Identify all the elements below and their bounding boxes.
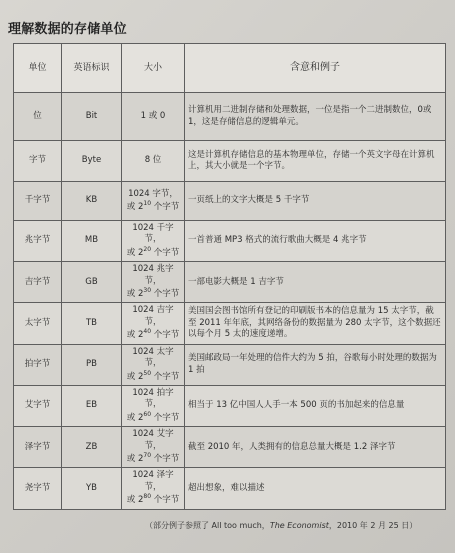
table-row bbox=[14, 468, 446, 509]
unit-description: 一页纸上的文字大概是 5 千字节 bbox=[185, 182, 446, 221]
unit-description: 截至 2010 年，人类拥有的信息总量大概是 1.2 泽字节 bbox=[185, 427, 446, 468]
footnote-prefix: （部分例子参照了 All too much， bbox=[145, 521, 270, 530]
size-power-exponent: 10 bbox=[143, 200, 152, 208]
unit-abbr: ZB bbox=[62, 427, 122, 468]
size-power-exponent: 60 bbox=[143, 410, 152, 418]
unit-abbr: Bit bbox=[62, 93, 122, 141]
unit-size bbox=[122, 468, 185, 509]
unit-name: 泽字节 bbox=[14, 427, 62, 468]
unit-abbr: TB bbox=[62, 303, 122, 344]
unit-abbr: KB bbox=[62, 182, 122, 221]
table-row bbox=[14, 303, 446, 344]
header-size: 大小 bbox=[122, 44, 185, 93]
size-power-exponent: 20 bbox=[143, 245, 152, 253]
unit-name: 千字节 bbox=[14, 182, 62, 221]
header-abbr: 英语标识 bbox=[62, 44, 122, 93]
table-row bbox=[14, 221, 446, 262]
size-power-base: 或 2 bbox=[126, 247, 144, 258]
size-power-suffix: 个字节 bbox=[151, 412, 180, 423]
table-title: 理解数据的存储单位 bbox=[8, 22, 127, 37]
size-power-base: 或 2 bbox=[126, 330, 144, 341]
size-power-base: 或 2 bbox=[126, 371, 144, 382]
size-line1: 1024 兆字节， bbox=[132, 264, 174, 286]
unit-size bbox=[122, 141, 185, 182]
unit-description: 计算机用二进制存储和处理数据，一位是指一个二进制数位，0或1，这是存储信息的逻辑单元。 bbox=[185, 93, 446, 141]
unit-name: 艾字节 bbox=[14, 385, 62, 426]
unit-size bbox=[122, 262, 185, 303]
header-meaning: 含意和例子 bbox=[185, 44, 446, 93]
size-line1: 1024 拍字节， bbox=[132, 387, 174, 410]
unit-abbr: PB bbox=[62, 344, 122, 385]
unit-name: 吉字节 bbox=[14, 262, 62, 303]
size-power-suffix: 个字节 bbox=[151, 371, 180, 382]
size-line1: 1024 艾字节， bbox=[132, 429, 174, 451]
unit-description: 一首普通 MP3 格式的流行歌曲大概是 4 兆字节 bbox=[185, 221, 446, 262]
header-unit: 单位 bbox=[14, 44, 62, 93]
size-power-base: 或 2 bbox=[126, 412, 144, 423]
size-power-suffix: 个字节 bbox=[151, 247, 180, 258]
table-row bbox=[14, 93, 446, 141]
size-power-base: 或 2 bbox=[126, 495, 144, 506]
size-line1: 1 或 0 bbox=[140, 110, 166, 121]
size-power-base: 或 2 bbox=[126, 289, 144, 299]
unit-description: 超出想象，难以描述 bbox=[185, 468, 446, 509]
footnote bbox=[145, 520, 417, 531]
unit-abbr: GB bbox=[62, 262, 122, 303]
unit-name: 太字节 bbox=[14, 303, 62, 344]
table-row bbox=[14, 427, 446, 468]
unit-abbr: Byte bbox=[62, 141, 122, 182]
unit-size bbox=[122, 182, 185, 221]
size-power-suffix: 个字节 bbox=[151, 330, 180, 341]
size-power-exponent: 70 bbox=[143, 452, 152, 460]
size-power-suffix: 个字节 bbox=[151, 289, 180, 299]
header-row bbox=[14, 44, 446, 93]
unit-size bbox=[122, 427, 185, 468]
unit-description: 美国国会图书馆所有登记的印刷版书本的信息量为 15 太字节，截至 2011 年年底，其网络备份的数据量为 280 太字节，这个数据还以每个月 5 太的速度递增。 bbox=[185, 303, 446, 344]
unit-abbr: MB bbox=[62, 221, 122, 262]
size-power-exponent: 40 bbox=[143, 328, 152, 336]
size-line1: 1024 太字节， bbox=[132, 346, 174, 369]
size-power-suffix: 个字节 bbox=[151, 453, 180, 464]
unit-size bbox=[122, 93, 185, 141]
table-row bbox=[14, 182, 446, 221]
size-power-base: 或 2 bbox=[126, 201, 144, 212]
footnote-source: The Economist bbox=[269, 521, 329, 530]
size-power-exponent: 80 bbox=[143, 493, 152, 501]
storage-units-table bbox=[13, 43, 446, 510]
unit-name: 字节 bbox=[14, 141, 62, 182]
size-line1: 1024 千字节， bbox=[132, 223, 174, 245]
unit-size bbox=[122, 385, 185, 426]
size-power-suffix: 个字节 bbox=[151, 201, 180, 212]
size-power-base: 或 2 bbox=[126, 453, 144, 464]
unit-size bbox=[122, 344, 185, 385]
unit-description: 一部电影大概是 1 吉字节 bbox=[185, 262, 446, 303]
size-power-exponent: 50 bbox=[143, 369, 152, 377]
unit-name: 位 bbox=[14, 93, 62, 141]
unit-name: 拍字节 bbox=[14, 344, 62, 385]
table-row bbox=[14, 385, 446, 426]
unit-size bbox=[122, 221, 185, 262]
unit-abbr: YB bbox=[62, 468, 122, 509]
footnote-suffix: ，2010 年 2 月 25 日） bbox=[328, 521, 418, 530]
unit-description: 美国邮政局一年处理的信件大约为 5 拍，谷歌每小时处理的数据为 1 拍 bbox=[185, 344, 446, 385]
unit-abbr: EB bbox=[62, 385, 122, 426]
unit-description: 相当于 13 亿中国人人手一本 500 页的书加起来的信息量 bbox=[185, 385, 446, 426]
unit-size bbox=[122, 303, 185, 344]
table-body bbox=[14, 93, 446, 510]
size-line1: 8 位 bbox=[144, 155, 162, 166]
unit-name: 兆字节 bbox=[14, 221, 62, 262]
size-line1: 1024 字节， bbox=[128, 188, 178, 199]
size-line1: 1024 泽字节， bbox=[132, 470, 174, 492]
unit-description: 这是计算机存储信息的基本物理单位，存储一个英文字母在计算机上，其大小就是一个字节。 bbox=[185, 141, 446, 182]
table-row bbox=[14, 344, 446, 385]
unit-name: 尧字节 bbox=[14, 468, 62, 509]
size-line1: 1024 吉字节， bbox=[132, 305, 174, 327]
size-power-suffix: 个字节 bbox=[151, 495, 180, 506]
table-row bbox=[14, 262, 446, 303]
table-row bbox=[14, 141, 446, 182]
size-power-exponent: 30 bbox=[143, 287, 152, 295]
